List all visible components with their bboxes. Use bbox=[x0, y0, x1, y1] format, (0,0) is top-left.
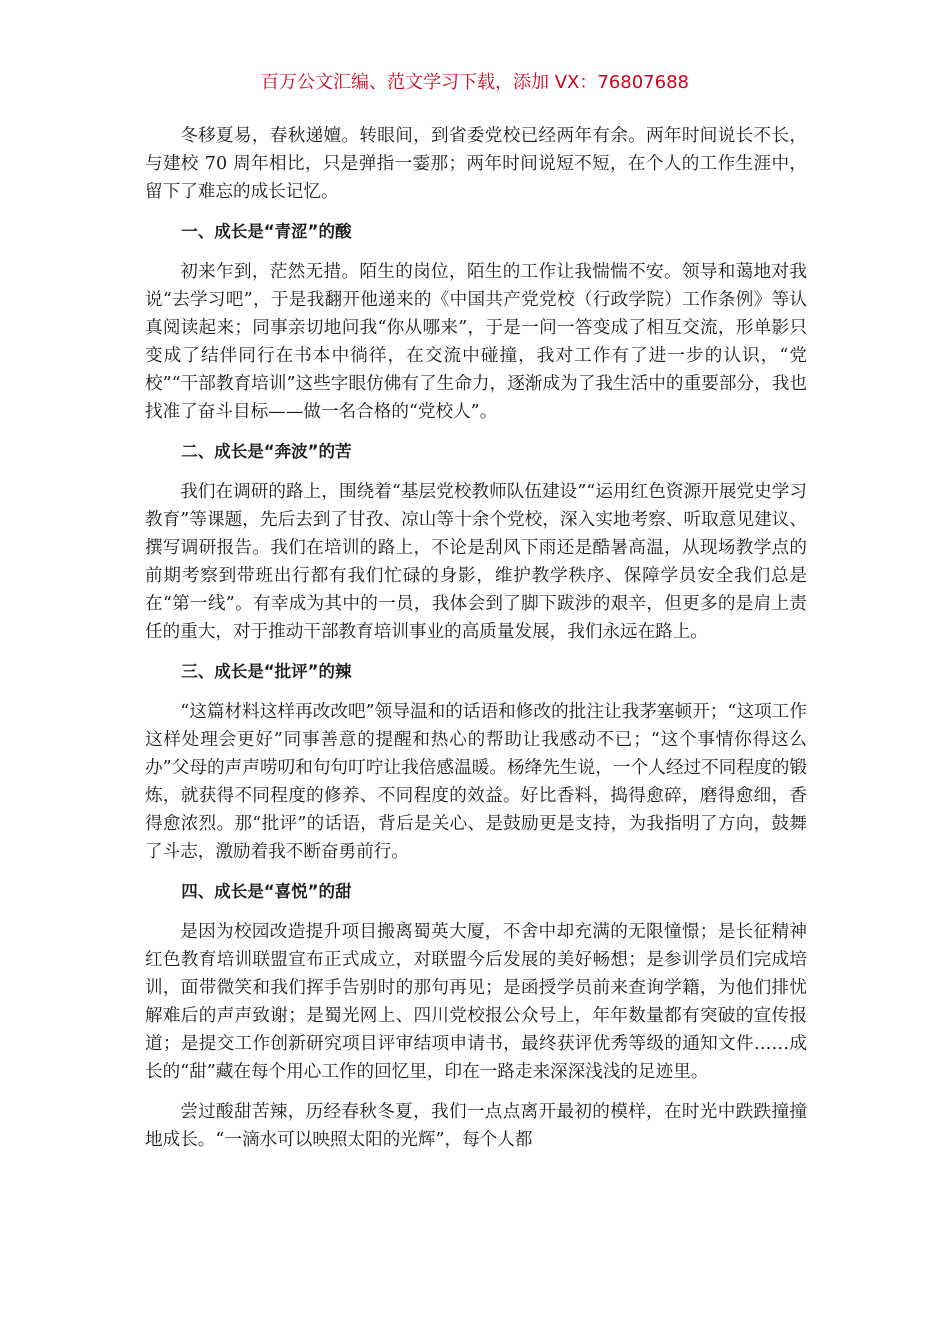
section-paragraph-4: 是因为校园改造提升项目搬离蜀英大厦，不舍中却充满的无限憧憬；是长征精神红色教育培训联盟宣布正式成立，对联盟今后发展的美好畅想；是参训学员们完成培训，面带微笑和我们挥手告别时的那句再见；是函授学员前来查询学籍，为他们排忧解难后的声声致谢；是蜀光网上、四川党校报公众号上，年年数量都有突破的宣传报道；是提交工作创新研究项目评审结项申请书，最终获评优秀等级的通知文件……成长的“甜”藏在每个用心工作的回忆里，印在一路走来深深浅浅的足迹里。 bbox=[145, 922, 807, 1082]
watermark-header: 百万公文汇编、范文学习下载，添加 VX：76807688 bbox=[261, 72, 689, 93]
section-heading-1: 一、成长是“青涩”的酸 bbox=[181, 222, 352, 241]
closing-paragraph: 尝过酸甜苦辣，历经春秋冬夏，我们一点点离开最初的模样，在时光中跌跌撞撞地成长。“一滴水可以映照太阳的光辉”，每个人都 bbox=[145, 1102, 807, 1150]
section-heading-2: 二、成长是“奔波”的苦 bbox=[181, 442, 352, 461]
intro-paragraph: 冬移夏易，春秋递嬗。转眼间，到省委党校已经两年有余。两年时间说长不长，与建校 70 周年相比，只是弹指一霎那；两年时间说短不短，在个人的工作生涯中，留下了难忘的成长记忆。 bbox=[145, 126, 807, 202]
section-paragraph-1: 初来乍到，茫然无措。陌生的岗位，陌生的工作让我惴惴不安。领导和蔼地对我说“去学习吧”，于是我翻开他递来的《中国共产党党校（行政学院）工作条例》等认真阅读起来；同事亲切地问我“你从哪来”，于是一问一答变成了相互交流，形单影只变成了结伴同行在书本中徜徉，在交流中碰撞，我对工作有了进一步的认识，“党校”“干部教育培训”这些字眼仿佛有了生命力，逐渐成为了我生活中的重要部分，我也找准了奋斗目标——做一名合格的“党校人”。 bbox=[145, 262, 807, 422]
document-body bbox=[145, 122, 807, 1166]
section-heading-4: 四、成长是“喜悦”的甜 bbox=[181, 882, 352, 901]
section-heading-3: 三、成长是“批评”的辣 bbox=[181, 662, 352, 681]
section-paragraph-3: “这篇材料这样再改改吧”领导温和的话语和修改的批注让我茅塞顿开；“这项工作这样处理会更好”同事善意的提醒和热心的帮助让我感动不已；“这个事情你得这么办”父母的声声唠叨和句句叮咛让我倍感温暖。杨绛先生说，一个人经过不同程度的锻炼，就获得不同程度的修养、不同程度的效益。好比香料，捣得愈碎，磨得愈细，香得愈浓烈。那“批评”的话语，背后是关心、是鼓励更是支持，为我指明了方向，鼓舞了斗志，激励着我不断奋勇前行。 bbox=[145, 702, 807, 862]
section-paragraph-2: 我们在调研的路上，围绕着“基层党校教师队伍建设”“运用红色资源开展党史学习教育”等课题，先后去到了甘孜、凉山等十余个党校，深入实地考察、听取意见建议、撰写调研报告。我们在培训的路上，不论是刮风下雨还是酷暑高温，从现场教学点的前期考察到带班出行都有我们忙碌的身影，维护教学秩序、保障学员安全我们总是在“第一线”。有幸成为其中的一员，我体会到了脚下跋涉的艰辛，但更多的是肩上责任的重大，对于推动干部教育培训事业的高质量发展，我们永远在路上。 bbox=[145, 482, 807, 642]
